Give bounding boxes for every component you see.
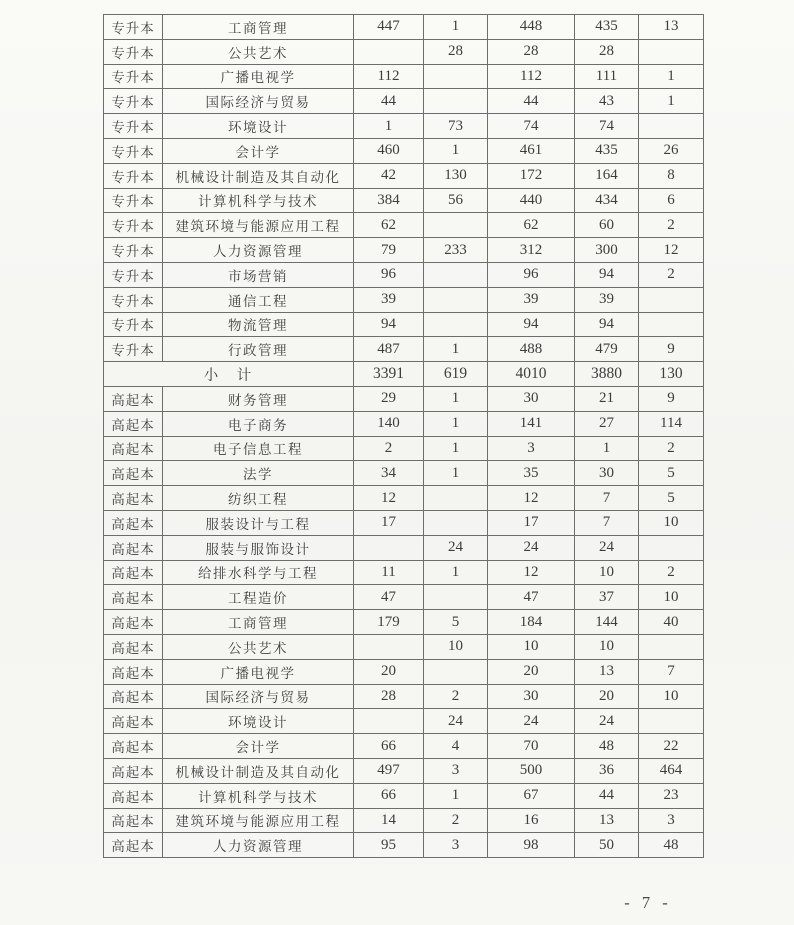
level-cell: 高起本 (104, 535, 163, 560)
value-cell: 39 (575, 287, 639, 312)
value-cell: 40 (639, 610, 704, 635)
table-row (104, 312, 704, 337)
major-cell: 国际经济与贸易 (163, 684, 354, 709)
major-cell: 服装设计与工程 (163, 510, 354, 535)
value-cell: 17 (488, 510, 575, 535)
value-cell: 11 (354, 560, 424, 585)
value-cell: 39 (354, 287, 424, 312)
page-number: - 7 - (624, 893, 672, 912)
enrollment-table (103, 14, 704, 858)
value-cell: 13 (575, 659, 639, 684)
value-cell: 37 (575, 585, 639, 610)
value-cell (354, 634, 424, 659)
subtotal-label-cell: 小 计 (104, 362, 354, 387)
table-row (104, 659, 704, 684)
value-cell: 98 (488, 833, 575, 858)
value-cell: 12 (354, 486, 424, 511)
value-cell: 140 (354, 411, 424, 436)
value-cell: 184 (488, 610, 575, 635)
value-cell: 24 (575, 535, 639, 560)
major-cell: 机械设计制造及其自动化 (163, 163, 354, 188)
value-cell: 1 (424, 411, 488, 436)
value-cell: 67 (488, 783, 575, 808)
value-cell: 3 (424, 833, 488, 858)
value-cell: 22 (639, 734, 704, 759)
major-cell: 人力资源管理 (163, 238, 354, 263)
value-cell: 73 (424, 114, 488, 139)
table-row (104, 138, 704, 163)
table-row (104, 337, 704, 362)
table-row (104, 114, 704, 139)
value-cell: 24 (424, 709, 488, 734)
value-cell (639, 287, 704, 312)
value-cell: 1 (424, 461, 488, 486)
level-cell: 高起本 (104, 758, 163, 783)
value-cell: 47 (488, 585, 575, 610)
level-cell: 专升本 (104, 89, 163, 114)
value-cell: 12 (488, 486, 575, 511)
value-cell: 70 (488, 734, 575, 759)
value-cell: 26 (639, 138, 704, 163)
value-cell: 10 (575, 560, 639, 585)
value-cell: 16 (488, 808, 575, 833)
value-cell: 66 (354, 734, 424, 759)
value-cell: 111 (575, 64, 639, 89)
value-cell: 447 (354, 15, 424, 40)
value-cell: 39 (488, 287, 575, 312)
level-cell: 高起本 (104, 734, 163, 759)
value-cell: 30 (575, 461, 639, 486)
table-row (104, 163, 704, 188)
level-cell: 专升本 (104, 213, 163, 238)
value-cell (424, 89, 488, 114)
table-row (104, 610, 704, 635)
value-cell (424, 312, 488, 337)
value-cell: 1 (424, 337, 488, 362)
level-cell: 高起本 (104, 634, 163, 659)
value-cell (354, 709, 424, 734)
value-cell: 36 (575, 758, 639, 783)
value-cell: 23 (639, 783, 704, 808)
value-cell: 179 (354, 610, 424, 635)
table-row (104, 486, 704, 511)
level-cell: 专升本 (104, 337, 163, 362)
table-row (104, 64, 704, 89)
value-cell: 10 (639, 684, 704, 709)
value-cell (639, 634, 704, 659)
value-cell: 94 (575, 262, 639, 287)
level-cell: 专升本 (104, 39, 163, 64)
value-cell: 2 (354, 436, 424, 461)
value-cell: 10 (639, 585, 704, 610)
table-row (104, 39, 704, 64)
value-cell: 233 (424, 238, 488, 263)
value-cell: 60 (575, 213, 639, 238)
table-row (104, 411, 704, 436)
value-cell (424, 486, 488, 511)
value-cell: 440 (488, 188, 575, 213)
value-cell: 3 (639, 808, 704, 833)
major-cell: 法学 (163, 461, 354, 486)
value-cell: 20 (354, 659, 424, 684)
value-cell (424, 659, 488, 684)
value-cell: 30 (488, 386, 575, 411)
table-row (104, 808, 704, 833)
value-cell: 20 (488, 659, 575, 684)
level-cell: 高起本 (104, 436, 163, 461)
value-cell: 74 (575, 114, 639, 139)
value-cell: 172 (488, 163, 575, 188)
value-cell: 1 (424, 436, 488, 461)
value-cell: 7 (575, 486, 639, 511)
table-row (104, 436, 704, 461)
value-cell: 1 (575, 436, 639, 461)
major-cell: 财务管理 (163, 386, 354, 411)
value-cell: 13 (639, 15, 704, 40)
value-cell: 24 (488, 535, 575, 560)
value-cell: 164 (575, 163, 639, 188)
major-cell: 电子商务 (163, 411, 354, 436)
value-cell (639, 709, 704, 734)
value-cell: 435 (575, 15, 639, 40)
value-cell: 497 (354, 758, 424, 783)
value-cell: 130 (424, 163, 488, 188)
major-cell: 给排水科学与工程 (163, 560, 354, 585)
value-cell: 479 (575, 337, 639, 362)
major-cell: 工商管理 (163, 610, 354, 635)
major-cell: 计算机科学与技术 (163, 783, 354, 808)
level-cell: 专升本 (104, 188, 163, 213)
level-cell: 专升本 (104, 15, 163, 40)
value-cell: 1 (424, 783, 488, 808)
table-row (104, 15, 704, 40)
table-row (104, 783, 704, 808)
value-cell: 488 (488, 337, 575, 362)
value-cell: 28 (575, 39, 639, 64)
value-cell: 4010 (488, 362, 575, 387)
major-cell: 工商管理 (163, 15, 354, 40)
major-cell: 公共艺术 (163, 39, 354, 64)
value-cell: 34 (354, 461, 424, 486)
level-cell: 高起本 (104, 833, 163, 858)
value-cell: 460 (354, 138, 424, 163)
value-cell: 5 (424, 610, 488, 635)
value-cell: 35 (488, 461, 575, 486)
value-cell: 9 (639, 386, 704, 411)
level-cell: 专升本 (104, 138, 163, 163)
value-cell: 4 (424, 734, 488, 759)
value-cell: 1 (639, 64, 704, 89)
value-cell: 112 (354, 64, 424, 89)
value-cell: 24 (575, 709, 639, 734)
level-cell: 高起本 (104, 386, 163, 411)
value-cell (424, 64, 488, 89)
major-cell: 广播电视学 (163, 64, 354, 89)
value-cell: 7 (639, 659, 704, 684)
major-cell: 电子信息工程 (163, 436, 354, 461)
value-cell: 14 (354, 808, 424, 833)
value-cell (354, 39, 424, 64)
value-cell: 1 (424, 15, 488, 40)
level-cell: 高起本 (104, 684, 163, 709)
value-cell: 66 (354, 783, 424, 808)
enrollment-table-container (103, 14, 704, 858)
major-cell: 计算机科学与技术 (163, 188, 354, 213)
value-cell: 62 (354, 213, 424, 238)
value-cell: 3 (424, 758, 488, 783)
value-cell: 47 (354, 585, 424, 610)
value-cell (424, 510, 488, 535)
level-cell: 专升本 (104, 238, 163, 263)
value-cell: 112 (488, 64, 575, 89)
level-cell: 专升本 (104, 114, 163, 139)
major-cell: 建筑环境与能源应用工程 (163, 808, 354, 833)
table-row (104, 461, 704, 486)
level-cell: 高起本 (104, 783, 163, 808)
value-cell (354, 535, 424, 560)
value-cell: 2 (639, 262, 704, 287)
value-cell: 487 (354, 337, 424, 362)
table-row (104, 709, 704, 734)
value-cell: 95 (354, 833, 424, 858)
table-row (104, 684, 704, 709)
value-cell: 2 (424, 684, 488, 709)
major-cell: 物流管理 (163, 312, 354, 337)
value-cell: 1 (639, 89, 704, 114)
value-cell: 141 (488, 411, 575, 436)
value-cell: 62 (488, 213, 575, 238)
level-cell: 高起本 (104, 411, 163, 436)
level-cell: 专升本 (104, 262, 163, 287)
value-cell: 28 (488, 39, 575, 64)
value-cell: 2 (424, 808, 488, 833)
value-cell: 2 (639, 436, 704, 461)
table-row (104, 89, 704, 114)
table-row (104, 758, 704, 783)
table-row (104, 833, 704, 858)
value-cell: 3 (488, 436, 575, 461)
value-cell (639, 114, 704, 139)
major-cell: 建筑环境与能源应用工程 (163, 213, 354, 238)
value-cell: 8 (639, 163, 704, 188)
table-row (104, 634, 704, 659)
value-cell: 10 (424, 634, 488, 659)
value-cell: 300 (575, 238, 639, 263)
value-cell: 27 (575, 411, 639, 436)
level-cell: 高起本 (104, 709, 163, 734)
major-cell: 广播电视学 (163, 659, 354, 684)
value-cell: 448 (488, 15, 575, 40)
level-cell: 高起本 (104, 808, 163, 833)
value-cell (424, 262, 488, 287)
value-cell: 44 (354, 89, 424, 114)
major-cell: 国际经济与贸易 (163, 89, 354, 114)
level-cell: 高起本 (104, 585, 163, 610)
value-cell: 6 (639, 188, 704, 213)
value-cell (639, 312, 704, 337)
value-cell: 79 (354, 238, 424, 263)
value-cell: 12 (639, 238, 704, 263)
major-cell: 工程造价 (163, 585, 354, 610)
value-cell: 5 (639, 461, 704, 486)
value-cell: 435 (575, 138, 639, 163)
value-cell: 384 (354, 188, 424, 213)
major-cell: 通信工程 (163, 287, 354, 312)
value-cell: 28 (424, 39, 488, 64)
value-cell (424, 287, 488, 312)
major-cell: 会计学 (163, 138, 354, 163)
major-cell: 机械设计制造及其自动化 (163, 758, 354, 783)
table-row (104, 262, 704, 287)
value-cell: 1 (424, 138, 488, 163)
value-cell: 461 (488, 138, 575, 163)
table-row (104, 585, 704, 610)
major-cell: 人力资源管理 (163, 833, 354, 858)
value-cell: 48 (575, 734, 639, 759)
value-cell: 434 (575, 188, 639, 213)
level-cell: 专升本 (104, 312, 163, 337)
table-row (104, 560, 704, 585)
value-cell (424, 585, 488, 610)
value-cell: 1 (424, 386, 488, 411)
major-cell: 纺织工程 (163, 486, 354, 511)
value-cell: 7 (575, 510, 639, 535)
level-cell: 高起本 (104, 610, 163, 635)
table-row (104, 188, 704, 213)
value-cell: 48 (639, 833, 704, 858)
value-cell: 130 (639, 362, 704, 387)
major-cell: 市场营销 (163, 262, 354, 287)
value-cell: 13 (575, 808, 639, 833)
table-row (104, 287, 704, 312)
value-cell: 2 (639, 560, 704, 585)
major-cell: 行政管理 (163, 337, 354, 362)
value-cell: 56 (424, 188, 488, 213)
value-cell: 500 (488, 758, 575, 783)
value-cell: 50 (575, 833, 639, 858)
level-cell: 高起本 (104, 461, 163, 486)
level-cell: 专升本 (104, 287, 163, 312)
value-cell: 10 (575, 634, 639, 659)
value-cell (639, 39, 704, 64)
value-cell: 20 (575, 684, 639, 709)
value-cell: 21 (575, 386, 639, 411)
major-cell: 环境设计 (163, 114, 354, 139)
value-cell: 24 (424, 535, 488, 560)
value-cell: 5 (639, 486, 704, 511)
value-cell: 1 (354, 114, 424, 139)
value-cell (424, 213, 488, 238)
value-cell: 29 (354, 386, 424, 411)
value-cell: 96 (488, 262, 575, 287)
value-cell: 619 (424, 362, 488, 387)
value-cell: 17 (354, 510, 424, 535)
major-cell: 服装与服饰设计 (163, 535, 354, 560)
value-cell: 3880 (575, 362, 639, 387)
value-cell: 94 (488, 312, 575, 337)
value-cell: 114 (639, 411, 704, 436)
value-cell: 3391 (354, 362, 424, 387)
level-cell: 专升本 (104, 163, 163, 188)
major-cell: 会计学 (163, 734, 354, 759)
level-cell: 高起本 (104, 486, 163, 511)
value-cell: 9 (639, 337, 704, 362)
value-cell: 44 (575, 783, 639, 808)
value-cell: 1 (424, 560, 488, 585)
subtotal-row (104, 362, 704, 387)
value-cell: 30 (488, 684, 575, 709)
value-cell: 144 (575, 610, 639, 635)
value-cell (639, 535, 704, 560)
table-body (104, 15, 704, 858)
value-cell: 24 (488, 709, 575, 734)
value-cell: 96 (354, 262, 424, 287)
major-cell: 环境设计 (163, 709, 354, 734)
value-cell: 42 (354, 163, 424, 188)
value-cell: 2 (639, 213, 704, 238)
value-cell: 44 (488, 89, 575, 114)
value-cell: 74 (488, 114, 575, 139)
value-cell: 94 (575, 312, 639, 337)
value-cell: 312 (488, 238, 575, 263)
value-cell: 464 (639, 758, 704, 783)
table-row (104, 510, 704, 535)
level-cell: 高起本 (104, 659, 163, 684)
level-cell: 高起本 (104, 560, 163, 585)
value-cell: 10 (488, 634, 575, 659)
table-row (104, 734, 704, 759)
table-row (104, 238, 704, 263)
level-cell: 高起本 (104, 510, 163, 535)
value-cell: 10 (639, 510, 704, 535)
value-cell: 94 (354, 312, 424, 337)
level-cell: 专升本 (104, 64, 163, 89)
major-cell: 公共艺术 (163, 634, 354, 659)
value-cell: 12 (488, 560, 575, 585)
value-cell: 28 (354, 684, 424, 709)
table-row (104, 213, 704, 238)
value-cell: 43 (575, 89, 639, 114)
table-row (104, 386, 704, 411)
table-row (104, 535, 704, 560)
